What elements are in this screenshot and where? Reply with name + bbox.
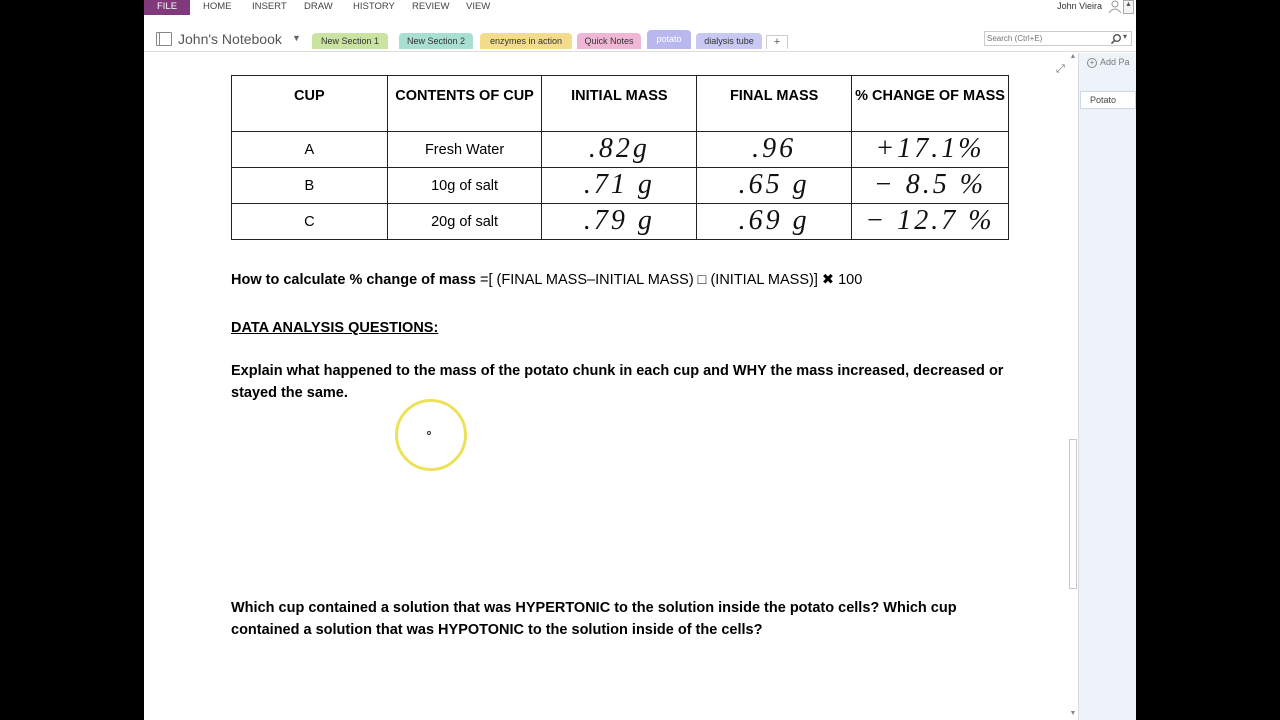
header-contents: CONTENTS OF CUP — [387, 76, 542, 132]
mass-table — [231, 75, 1009, 240]
file-tab[interactable]: FILE — [144, 0, 190, 15]
formula-expression: =[ (FINAL MASS–INITIAL MASS) □ (INITIAL MASS)] ✖ 100 — [475, 272, 863, 288]
table-row — [232, 168, 1009, 204]
cell-percent-change-handwritten: +17.1% — [852, 132, 1009, 168]
section-tab-potato[interactable]: potato — [647, 30, 691, 49]
section-bar — [144, 15, 1136, 52]
search-box[interactable] — [984, 31, 1132, 46]
add-section-button[interactable]: + — [766, 35, 788, 49]
section-tab-quick-notes[interactable]: Quick Notes — [577, 33, 641, 49]
table-row — [232, 204, 1009, 240]
section-tab-new-section-2[interactable]: New Section 2 — [399, 33, 473, 49]
table-header-row — [232, 76, 1009, 132]
scroll-up-arrow-icon[interactable]: ▲ — [1123, 0, 1134, 14]
cell-initial-mass-handwritten: .82g — [542, 132, 697, 168]
section-tab-enzymes-in-action[interactable]: enzymes in action — [480, 33, 572, 49]
header-cup: CUP — [232, 76, 388, 132]
cell-percent-change-handwritten: − 12.7 % — [852, 204, 1009, 240]
cell-cup: A — [232, 132, 388, 168]
search-input[interactable] — [985, 32, 1103, 45]
cell-percent-change-handwritten: − 8.5 % — [852, 168, 1009, 204]
heading-text: DATA ANALYSIS QUESTIONS — [231, 320, 434, 336]
cell-initial-mass-handwritten: .71 g — [542, 168, 697, 204]
header-final-mass: FINAL MASS — [697, 76, 852, 132]
cell-contents: 10g of salt — [387, 168, 542, 204]
search-scope-chevron-icon[interactable]: ▾ — [1123, 32, 1128, 41]
ribbon-tabs — [144, 0, 1136, 15]
add-page-label: Add Pa — [1100, 57, 1130, 67]
table-row — [232, 132, 1009, 168]
heading-colon: : — [433, 320, 439, 336]
user-avatar-icon[interactable] — [1108, 0, 1122, 13]
tab-draw[interactable]: DRAW — [304, 1, 333, 12]
cell-contents: 20g of salt — [387, 204, 542, 240]
notebook-icon — [156, 32, 172, 46]
add-page-button[interactable] — [1087, 57, 1130, 68]
tab-review[interactable]: REVIEW — [412, 1, 450, 12]
tab-home[interactable]: HOME — [203, 1, 232, 12]
page-item-potato[interactable]: Potato — [1080, 91, 1136, 109]
search-icon[interactable] — [1110, 33, 1122, 45]
plus-circle-icon: + — [1087, 58, 1097, 68]
formula-text — [231, 269, 862, 291]
cell-final-mass-handwritten: .69 g — [697, 204, 852, 240]
scroll-down-icon[interactable]: ▼ — [1069, 710, 1077, 717]
cell-cup: B — [232, 168, 388, 204]
section-tab-new-section-1[interactable]: New Section 1 — [312, 33, 388, 49]
cursor-highlight — [395, 399, 467, 471]
chevron-down-icon[interactable]: ▼ — [292, 33, 301, 43]
tab-view[interactable]: VIEW — [466, 1, 491, 12]
cell-cup: C — [232, 204, 388, 240]
question-2: Which cup contained a solution that was HYPERTONIC to the solution inside the potato cells? Which cup contained a solution that was HYPOTONIC to the solution inside of the cells? — [231, 600, 957, 638]
section-tab-dialysis-tube[interactable]: dialysis tube — [696, 33, 762, 49]
question-1: Explain what happened to the mass of the potato chunk in each cup and WHY the mass increased, decreased or stayed the same. — [231, 363, 1004, 401]
data-analysis-heading — [231, 317, 438, 339]
scroll-up-icon[interactable]: ▲ — [1069, 53, 1077, 60]
cell-final-mass-handwritten: .65 g — [697, 168, 852, 204]
header-initial-mass: INITIAL MASS — [542, 76, 697, 132]
tab-insert[interactable]: INSERT — [252, 1, 287, 12]
header-percent-change: % CHANGE OF MASS — [852, 76, 1009, 132]
vertical-scrollbar[interactable] — [1068, 53, 1078, 720]
onenote-window — [144, 0, 1136, 720]
formula-label: How to calculate % change of mass — [231, 272, 476, 288]
cell-contents: Fresh Water — [387, 132, 542, 168]
cell-final-mass-handwritten: .96 — [697, 132, 852, 168]
notebook-name[interactable]: John's Notebook — [178, 31, 282, 47]
mouse-cursor — [427, 431, 431, 435]
scroll-thumb[interactable] — [1069, 439, 1077, 589]
tab-history[interactable]: HISTORY — [353, 1, 395, 12]
expand-icon[interactable]: ⤢ — [1056, 63, 1065, 75]
user-name[interactable]: John Vieira — [1057, 1, 1102, 11]
page-canvas[interactable] — [144, 53, 1068, 720]
cell-initial-mass-handwritten: .79 g — [542, 204, 697, 240]
page-list-pane — [1078, 53, 1136, 720]
